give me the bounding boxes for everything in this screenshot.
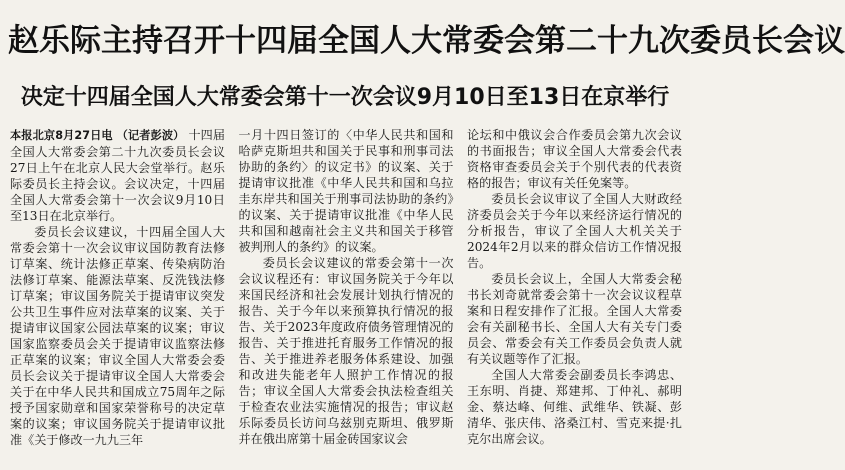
paragraph-continued: 一月十四日签订的〈中华人民共和国和哈萨克斯坦共和国关于民事和刑事司法协助的条约〉的议定书》的议案、关于提请审议批准《中华人民共和国和乌拉圭东岸共和国关于刑事司法协助的条约》的议案、关于提请审议批准《中华人民共和国和越南社会主义共和国关于移管被判刑人的条约》的议案。 [238,128,454,254]
article-body [10,127,682,463]
column-1 [10,127,225,463]
paragraph: 全国人大常委会副委员长李鸿忠、王东明、肖捷、郑建邦、丁仲礼、郝明金、蔡达峰、何维、武维华、铁凝、彭清华、张庆伟、洛桑江村、雪克来提·扎克尔出席会议。 [467,368,682,446]
paragraph: 委员长会议审议了全国人大财政经济委员会关于今年以来经济运行情况的分析报告，审议了全国人大机关关于2024年2月以来的群众信访工作情况报告。 [467,192,682,270]
paragraph-continued: 论坛和中俄议会合作委员会第九次会议的书面报告；审议全国人大常委会代表资格审查委员会关于个别代表的代表资格的报告；审议有关任免案等。 [467,128,682,190]
column-3 [467,127,682,463]
paragraph-text: 十四届全国人大常委会第二十九次委员长会议27日上午在北京人民大会堂举行。赵乐际委员长主持会议。会议决定，十四届全国人大常委会第十一次会议9月10日至13日在北京举行。 [10,128,225,223]
dateline: 本报北京8月27日电 [10,129,113,142]
lead-paragraph [10,127,225,224]
headline: 赵乐际主持召开十四届全国人大常委会第二十九次委员长会议 [8,23,845,59]
paragraph: 委员长会议建议，十四届全国人大常委会第十一次会议审议国防教育法修订草案、统计法修正草案、传染病防治法修订草案、能源法草案、反洗钱法修订草案；审议国务院关于提请审议突发公共卫生事件应对法草案的议案、关于提请审议国家公园法草案的议案；审议国家监察委员会关于提请审议监察法修正草案的议案；审议全国人大常委会委员长会议关于提请审议全国人大常委会关于在中华人民共和国成立75周年之际授予国家勋章和国家荣誉称号的决定草案的议案；审议国务院关于提请审议批准《关于修改一九九三年 [10,225,225,447]
paragraph: 委员长会议上，全国人大常委会秘书长刘奇就常委会第十一次会议议程草案和日程安排作了汇报。全国人大常委会有关副秘书长、全国人大有关专门委员会、常委会有关工作委员会负责人就有关议题等作了汇报。 [467,272,682,366]
reporter-credit: （记者彭波） [116,129,185,142]
subheadline: 决定十四届全国人大常委会第十一次会议9月10日至13日在京举行 [20,85,670,110]
column-2 [239,127,454,463]
paragraph: 委员长会议建议的常委会第十一次会议议程还有：审议国务院关于今年以来国民经济和社会发展计划执行情况的报告、关于今年以来预算执行情况的报告、关于2023年度政府债务管理情况的报告、关于推进托育服务工作情况的报告、关于推进养老服务体系建设、加强和改进失能老年人照护工作情况的报告；审议全国人大常委会执法检查组关于检查农业法实施情况的报告；审议赵乐际委员长访问乌兹别克斯坦、俄罗斯并在俄出席第十届金砖国家议会 [238,256,454,446]
